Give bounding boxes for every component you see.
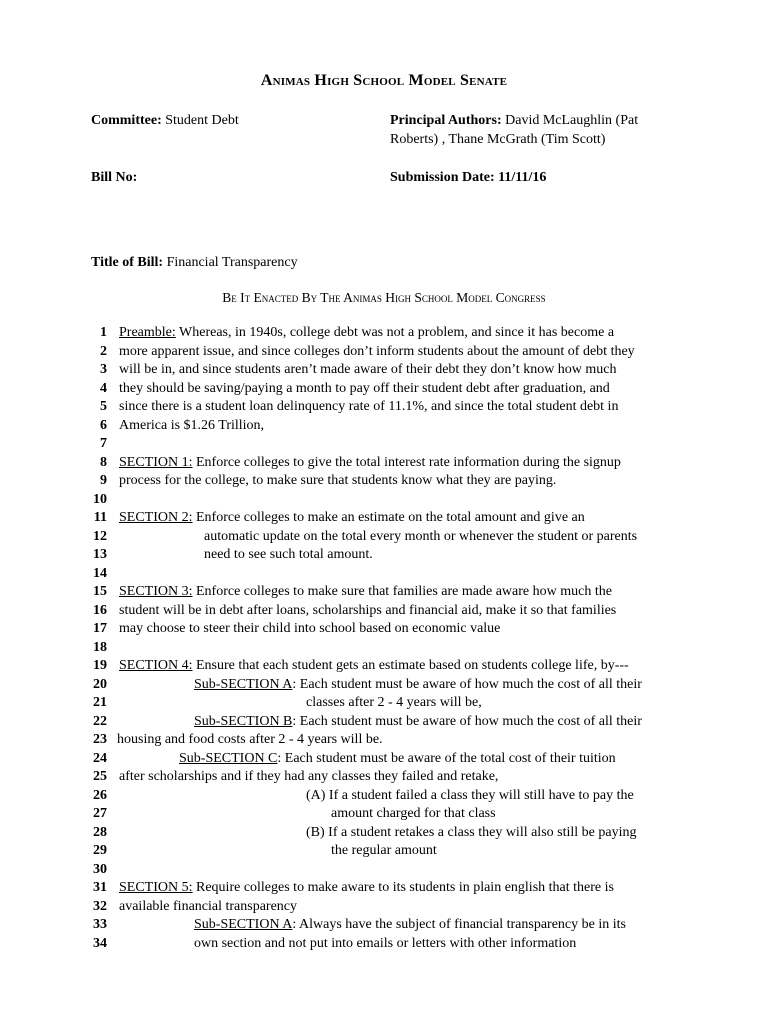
line-number: 27 [93,806,107,821]
enacting-clause: Be It Enacted By The Animas High School Model Congress [222,290,546,305]
line-number: 20 [93,676,107,692]
line-text [204,546,373,565]
line-text [119,509,585,528]
line-text [119,602,616,621]
line-number: 16 [93,602,107,618]
line-body: they should be saving/paying a month to pay off their student debt after graduation, and [119,380,610,396]
bill-title-value: Financial Transparency [166,255,298,270]
line-text [306,824,636,843]
section-heading: Preamble: [119,325,176,340]
bill-line [0,676,768,695]
bill-line [0,861,768,880]
line-number: 9 [100,473,107,488]
line-body: : Each student must be aware of how much the cost of all their [292,713,642,729]
line-number: 30 [93,861,107,877]
line-number: 13 [93,547,107,562]
bill-line [0,694,768,713]
bill-line [0,879,768,898]
line-text [179,750,616,769]
section-heading: SECTION 2: [119,510,193,525]
section-heading: Sub-SECTION C [179,750,278,766]
line-number: 14 [93,565,107,581]
bill-line [0,787,768,806]
bill-title-label: Title of Bill: [91,255,164,270]
bill-line [0,361,768,380]
line-number: 6 [100,417,107,433]
line-number: 10 [93,491,107,507]
bill-line [0,750,768,769]
bill-line [0,657,768,676]
line-body: available financial transparency [119,898,298,914]
line-number: 8 [100,454,107,470]
authors-value-line-1: David McLaughlin (Pat [505,113,639,128]
section-heading: SECTION 5: [119,880,193,895]
line-text [306,787,634,806]
line-text [119,324,614,343]
line-text [117,731,383,750]
line-body: (B) If a student retakes a class they will also still be paying [306,824,637,840]
bill-line [0,620,768,639]
line-body: will be in, and since students aren’t made aware of their debt they don’t know how much [119,362,617,377]
line-number: 17 [93,621,107,636]
bill-line [0,916,768,935]
line-text [119,417,264,436]
section-heading: SECTION 1: [119,454,193,470]
line-text [119,768,498,787]
line-number: 1 [100,325,107,340]
submission-date-field [390,168,546,187]
section-heading: SECTION 3: [119,584,193,599]
bill-title-field [91,253,298,272]
line-text [194,916,626,935]
line-body: housing and food costs after 2 - 4 years will be. [117,732,383,747]
committee-label: Committee: [91,113,162,128]
line-body: process for the college, to make sure that students know what they are paying. [119,473,557,488]
line-body: Enforce colleges to make sure that families are made aware how much the [192,584,612,599]
line-number: 22 [93,713,107,729]
line-text [331,842,437,861]
line-body: amount charged for that class [331,806,496,821]
line-body: student will be in debt after loans, scholarships and financial aid, make it so that families [119,602,617,618]
bill-line [0,639,768,658]
line-body: classes after 2 - 4 years will be, [306,695,482,710]
line-text [306,694,482,713]
line-number: 31 [93,880,107,895]
line-body: since there is a student loan delinquency rate of 11.1%, and since the total student debt in [119,399,619,414]
line-number: 28 [93,824,107,840]
line-body: (A) If a student failed a class they will still have to pay the [306,787,634,803]
bill-line [0,583,768,602]
bill-line [0,824,768,843]
bill-line [0,398,768,417]
bill-number-label: Bill No: [91,170,138,185]
line-body: : Always have the subject of financial transparency be in its [292,917,626,932]
line-number: 12 [93,528,107,544]
line-body: the regular amount [331,843,437,858]
bill-number-field [91,168,137,187]
line-number: 24 [93,750,107,766]
bill-line [0,565,768,584]
line-text [119,583,612,602]
line-body: : Each student must be aware of how much the cost of all their [292,676,642,692]
line-text [119,361,617,380]
line-number: 34 [93,935,107,951]
line-body: : Each student must be aware of the total cost of their tuition [277,750,616,766]
line-body: own section and not put into emails or letters with other information [194,935,577,951]
document-title: Animas High School Model Senate [260,72,508,89]
line-body: America is $1.26 Trillion, [119,417,265,433]
bill-line [0,602,768,621]
line-text [194,713,642,732]
line-number: 5 [100,399,107,414]
principal-authors-field [390,111,690,149]
line-body: need to see such total amount. [204,547,373,562]
line-number: 29 [93,843,107,858]
line-body: after scholarships and if they had any classes they failed and retake, [119,769,499,784]
line-body: Ensure that each student gets an estimate based on students college life, by--- [192,658,629,673]
line-body: automatic update on the total every month or whenever the student or parents [204,528,638,544]
line-body: Whereas, in 1940s, college debt was not a problem, and since it has become a [175,325,615,340]
line-text [119,879,614,898]
line-number: 18 [93,639,107,655]
authors-value-line-2: Roberts) , Thane McGrath (Tim Scott) [390,132,606,147]
line-number: 11 [93,510,107,525]
line-body: Enforce colleges to give the total interest rate information during the signup [192,454,621,470]
line-text [204,528,637,547]
line-number: 2 [100,343,107,359]
line-text [119,898,297,917]
line-number: 25 [93,769,107,784]
line-number: 4 [100,380,107,396]
bill-line [0,898,768,917]
authors-label: Principal Authors: [390,113,502,128]
bill-line [0,546,768,565]
bill-line [0,472,768,491]
line-body: Require colleges to make aware to its students in plain english that there is [192,880,614,895]
line-text [119,398,618,417]
bill-line [0,731,768,750]
line-body: may choose to steer their child into school based on economic value [119,621,501,636]
line-text [331,805,496,824]
section-heading: SECTION 4: [119,658,193,673]
bill-line [0,343,768,362]
line-text [119,657,629,676]
line-text [119,380,610,399]
line-text [119,454,621,473]
line-number: 15 [93,584,107,599]
line-number: 3 [100,362,107,377]
line-number: 7 [100,436,107,451]
section-heading: Sub-SECTION A [194,917,293,932]
bill-line [0,417,768,436]
line-number: 19 [93,658,107,673]
bill-line [0,435,768,454]
bill-line [0,842,768,861]
line-text [119,472,556,491]
committee-value: Student Debt [165,113,239,128]
section-heading: Sub-SECTION A [194,676,293,692]
section-heading: Sub-SECTION B [194,713,293,729]
line-text [119,620,500,639]
line-number: 32 [93,898,107,914]
bill-line [0,491,768,510]
line-body: more apparent issue, and since colleges don’t inform students about the amount of debt they [119,343,635,359]
line-text [194,676,642,695]
line-number: 33 [93,917,107,932]
line-number: 26 [93,787,107,803]
line-text [194,935,576,954]
bill-line [0,768,768,787]
bill-line [0,713,768,732]
bill-line [0,805,768,824]
line-number: 21 [93,695,107,710]
committee-field [91,111,239,130]
bill-line [0,454,768,473]
bill-line [0,509,768,528]
bill-line [0,528,768,547]
bill-line [0,935,768,954]
submission-date-label: Submission Date: 11/11/16 [390,170,547,185]
line-body: Enforce colleges to make an estimate on the total amount and give an [192,510,585,525]
line-number: 23 [93,732,107,747]
bill-line [0,380,768,399]
bill-line [0,324,768,343]
line-text [119,343,635,362]
